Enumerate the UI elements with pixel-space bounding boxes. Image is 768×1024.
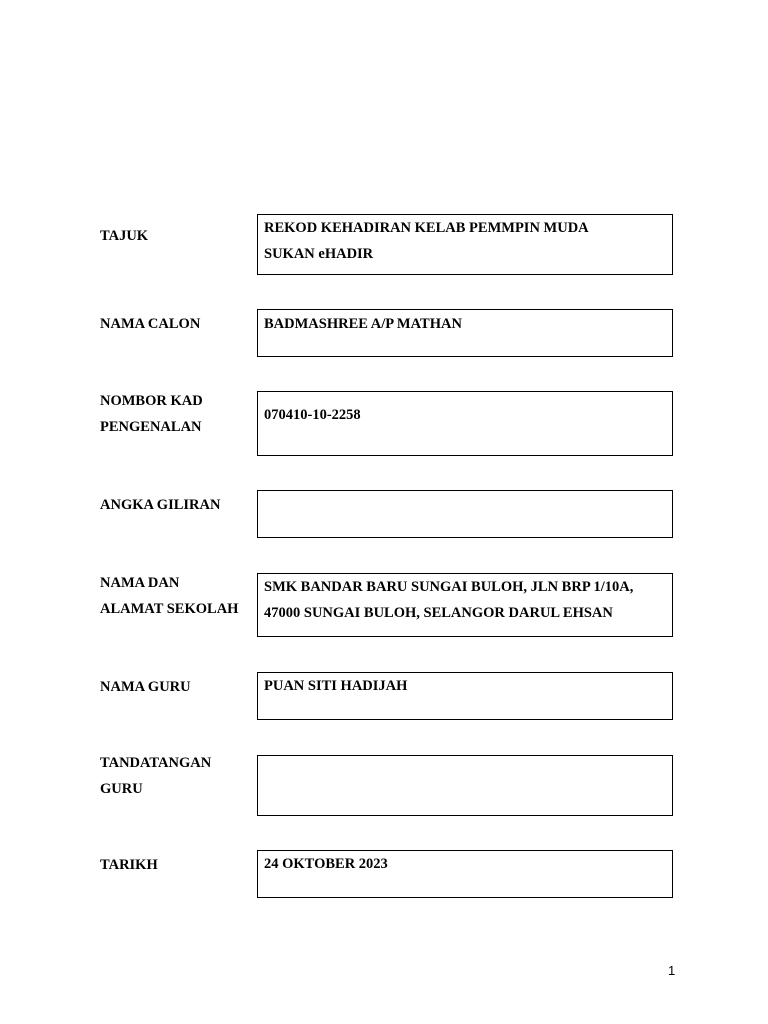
- nama-guru-label: NAMA GURU: [100, 679, 191, 695]
- tarikh-field: 24 OKTOBER 2023: [257, 850, 673, 898]
- nama-guru-field: PUAN SITI HADIJAH: [257, 672, 673, 720]
- page-number: 1: [668, 963, 676, 978]
- tandatangan-guru-label: TANDATANGAN GURU: [100, 755, 212, 797]
- nombor-kad-field: 070410-10-2258: [257, 391, 673, 456]
- tandatangan-guru-field: [257, 755, 673, 816]
- tajuk-field: REKOD KEHADIRAN KELAB PEMMPIN MUDA SUKAN eHADIR: [257, 214, 673, 275]
- nama-calon-field: BADMASHREE A/P MATHAN: [257, 309, 673, 357]
- tarikh-label: TARIKH: [100, 857, 158, 873]
- tajuk-label: TAJUK: [100, 228, 149, 244]
- nombor-kad-label: NOMBOR KAD PENGENALAN: [100, 393, 203, 435]
- nama-alamat-sekolah-field: SMK BANDAR BARU SUNGAI BULOH, JLN BRP 1/10A, 47000 SUNGAI BULOH, SELANGOR DARUL EHSAN: [257, 573, 673, 637]
- nama-calon-label: NAMA CALON: [100, 316, 201, 332]
- angka-giliran-field: [257, 490, 673, 538]
- nama-alamat-sekolah-label: NAMA DAN ALAMAT SEKOLAH: [100, 575, 239, 617]
- angka-giliran-label: ANGKA GILIRAN: [100, 497, 221, 513]
